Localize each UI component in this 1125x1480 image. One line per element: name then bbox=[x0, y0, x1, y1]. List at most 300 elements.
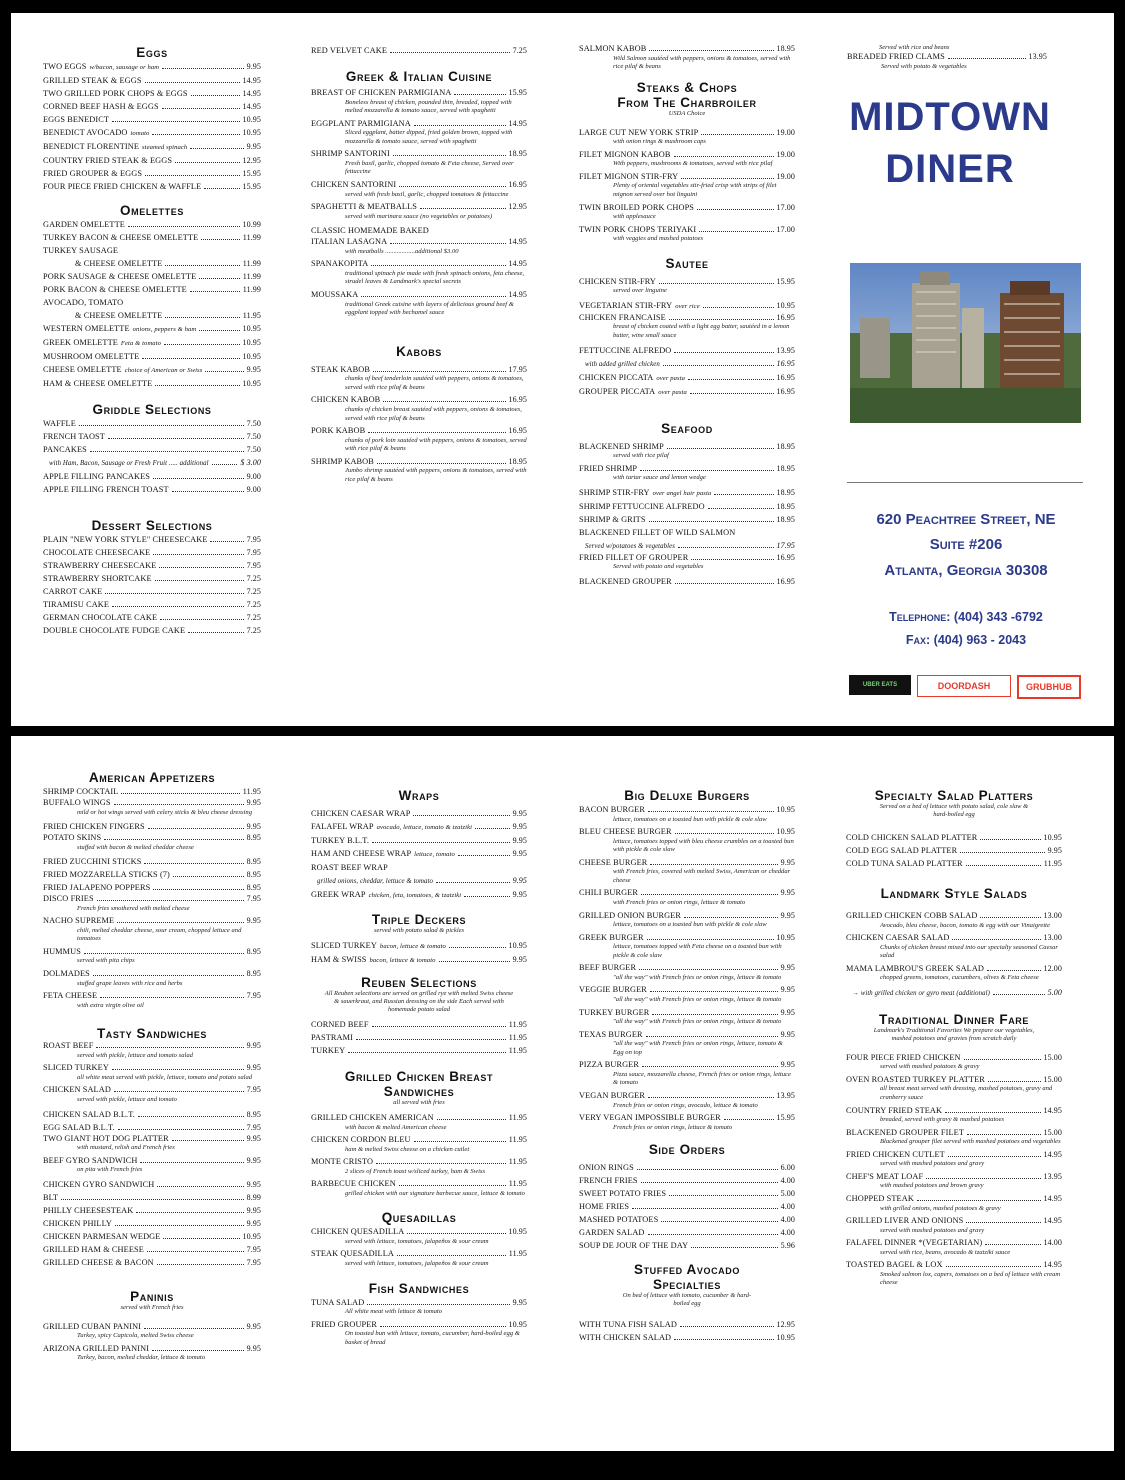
dot-leader bbox=[458, 852, 510, 856]
menu-item bbox=[579, 933, 795, 944]
dot-leader bbox=[674, 349, 773, 353]
dot-leader bbox=[648, 1231, 778, 1235]
menu-item-description: Served with potato and vegetables bbox=[613, 563, 704, 571]
dot-leader bbox=[926, 1175, 1040, 1179]
menu-item-description: served with mashed potatoes and gravy bbox=[880, 1160, 985, 1168]
menu-item-name: PHILLY CHEESESTEAK bbox=[43, 1205, 134, 1215]
menu-panel-front bbox=[11, 13, 1114, 726]
menu-item-name: CHEESE OMELETTE bbox=[43, 365, 122, 374]
menu-item bbox=[579, 500, 795, 513]
section-avocado bbox=[579, 1318, 795, 1344]
menu-item-description: with applesauce bbox=[613, 213, 656, 221]
menu-item-name: WITH CHICKEN SALAD bbox=[579, 1333, 672, 1343]
menu-item-description: All white meat with lettuce & tomato bbox=[345, 1308, 443, 1316]
menu-item-name: COUNTRY FRIED STEAK & EGGS bbox=[43, 156, 173, 165]
menu-item-price: 13.95 bbox=[776, 345, 795, 355]
menu-item bbox=[311, 834, 527, 847]
menu-item-name: FETTUCCINE ALFREDO bbox=[579, 345, 672, 355]
dot-leader bbox=[383, 398, 505, 402]
menu-item-price: 14.95 bbox=[242, 76, 261, 85]
section-title-steaks-2: From The Charbroiler bbox=[617, 94, 757, 110]
menu-item bbox=[579, 313, 795, 324]
menu-item-description: served with marinara sauce (no vegetables or potatoes) bbox=[345, 212, 493, 220]
menu-item-name: TURKEY bbox=[311, 1046, 346, 1055]
dot-leader bbox=[960, 849, 1044, 853]
dot-leader bbox=[669, 1192, 778, 1196]
dot-leader bbox=[152, 1347, 244, 1351]
menu-item bbox=[846, 1053, 1062, 1064]
dot-leader bbox=[640, 467, 773, 471]
menu-item-name: TWO GRILLED PORK CHOPS & EGGS bbox=[43, 89, 188, 98]
menu-item bbox=[311, 820, 527, 834]
dot-leader bbox=[204, 185, 239, 189]
section-platters bbox=[846, 831, 1062, 870]
menu-item bbox=[43, 218, 261, 231]
dot-leader bbox=[155, 577, 244, 581]
dot-leader bbox=[647, 936, 774, 940]
doordash-badge[interactable]: DOORDASH bbox=[917, 675, 1011, 697]
menu-item bbox=[579, 911, 795, 922]
menu-item bbox=[43, 868, 261, 881]
menu-item bbox=[846, 911, 1062, 922]
menu-item bbox=[579, 1174, 795, 1187]
menu-item-price: 14.95 bbox=[242, 89, 261, 98]
menu-item-name: COLD CHICKEN SALAD PLATTER bbox=[846, 833, 978, 842]
menu-item-price: 10.95 bbox=[242, 1231, 261, 1241]
menu-item bbox=[43, 74, 261, 87]
menu-item bbox=[43, 798, 261, 809]
menu-item-price: 8.95 bbox=[246, 857, 261, 867]
menu-item-price: 14.95 bbox=[242, 102, 261, 111]
menu-item bbox=[579, 357, 795, 371]
menu-item-price: 15.95 bbox=[242, 169, 261, 178]
menu-item-name: CHOPPED STEAK bbox=[846, 1194, 914, 1204]
menu-item-name: BUFFALO WINGS bbox=[43, 798, 111, 807]
menu-item-price: 14.95 bbox=[1043, 1216, 1062, 1226]
dot-leader bbox=[650, 988, 778, 992]
section-col3-top bbox=[579, 44, 795, 72]
menu-item-description: lettuce, tomatoes on a toasted bun with pickle & cole slaw bbox=[613, 921, 767, 929]
menu-item-price: 16.95 bbox=[508, 426, 527, 436]
dot-leader bbox=[413, 812, 509, 816]
menu-item-description: "all the way" with French fries or onion rings, lettuce & tomato bbox=[613, 973, 782, 981]
section-title-seafood: Seafood bbox=[661, 420, 713, 436]
dot-leader bbox=[157, 1261, 244, 1265]
menu-item bbox=[43, 585, 261, 598]
menu-item-name: FRIED MOZZARELLA STICKS (7) bbox=[43, 870, 170, 880]
menu-item bbox=[579, 1200, 795, 1213]
menu-item-description: served with lettuce, tomatoes, jalapeños & sour cream bbox=[345, 1237, 489, 1245]
menu-item-description: on pita with French fries bbox=[77, 1166, 143, 1174]
menu-item-price: 16.95 bbox=[776, 552, 795, 562]
menu-item bbox=[311, 1320, 527, 1331]
menu-item-note: tomato bbox=[130, 130, 150, 137]
menu-item-description: Fresh basil, garlic, chopped tomato & Feta cheese, Served over fettuccine bbox=[345, 159, 514, 176]
section-quesadillas bbox=[311, 1227, 527, 1268]
dot-leader bbox=[190, 288, 240, 292]
menu-item bbox=[43, 456, 261, 470]
dot-leader bbox=[948, 55, 1026, 59]
menu-item-name: FALAFEL DINNER *(VEGETARIAN) bbox=[846, 1238, 983, 1248]
dot-leader bbox=[153, 475, 244, 479]
menu-item bbox=[579, 1239, 795, 1252]
menu-item bbox=[43, 483, 261, 496]
menu-item-price: 8.95 bbox=[246, 946, 261, 956]
menu-item bbox=[579, 44, 795, 55]
dot-leader bbox=[674, 153, 774, 157]
menu-item-description: traditional Greek cuisine with layers of delicious ground beef & eggplant topped with bechamel sauce bbox=[345, 300, 514, 317]
menu-item-price: 15.95 bbox=[508, 88, 527, 97]
menu-item bbox=[311, 202, 527, 213]
dot-leader bbox=[153, 551, 243, 555]
menu-item-name: VEGGIE BURGER bbox=[579, 985, 647, 995]
section-title-wraps: Wraps bbox=[398, 788, 440, 803]
menu-item-name: COLD TUNA SALAD PLATTER bbox=[846, 859, 963, 868]
menu-item bbox=[846, 1216, 1062, 1227]
dot-leader bbox=[724, 1116, 774, 1120]
menu-item-price: 8.95 bbox=[246, 883, 261, 893]
menu-item-price: 8.95 bbox=[246, 870, 261, 880]
menu-item-description: with mashed potatoes and brown gravy bbox=[880, 1182, 984, 1190]
menu-item-description: with grilled onions, mashed potatoes & gravy bbox=[880, 1204, 1001, 1212]
menu-item bbox=[43, 1156, 261, 1167]
menu-item-name: TURKEY BACON & CHEESE OMELETTE bbox=[43, 233, 199, 242]
menu-item-description: Turkey, spicy Capicola, melted Swiss cheese bbox=[77, 1332, 194, 1340]
menu-item-name: SHRIMP SANTORINI bbox=[311, 149, 390, 159]
menu-item-price: 12.95 bbox=[242, 156, 261, 165]
dot-leader bbox=[399, 183, 505, 187]
menu-item-name: CHICKEN PICCATA bbox=[579, 372, 654, 382]
menu-item-price: 8.95 bbox=[246, 969, 261, 979]
menu-item bbox=[579, 128, 795, 139]
menu-item bbox=[311, 1018, 527, 1031]
dot-leader bbox=[649, 47, 773, 51]
menu-item-name: & CHEESE OMELETTE bbox=[75, 311, 163, 320]
dot-leader bbox=[637, 1166, 778, 1170]
menu-item-price: 10.95 bbox=[508, 1319, 527, 1329]
menu-item-name: WESTERN OMELETTE bbox=[43, 324, 130, 333]
menu-item-name: EGGS BENEDICT bbox=[43, 115, 110, 124]
menu-item-name: GRILLED CHICKEN COBB SALAD bbox=[846, 911, 978, 920]
menu-item-price: 10.95 bbox=[776, 805, 795, 814]
ubereats-badge[interactable]: UBER EATS bbox=[849, 675, 911, 695]
divider-line bbox=[847, 482, 1083, 483]
menu-item bbox=[311, 1113, 527, 1124]
menu-item-name: FRIED JALAPENO POPPERS bbox=[43, 883, 151, 893]
dot-leader bbox=[147, 1248, 244, 1252]
menu-item-description: stuffed with bacon & melted cheddar cheese bbox=[77, 843, 194, 851]
dot-leader bbox=[639, 966, 777, 970]
menu-item-name: CHICKEN PHILLY bbox=[43, 1218, 113, 1228]
menu-item-name: PIZZA BURGER bbox=[579, 1060, 639, 1070]
dot-leader bbox=[684, 914, 778, 918]
menu-item-price: 12.95 bbox=[776, 1320, 795, 1330]
menu-item-description: with French fries or onion rings, lettuce & tomato bbox=[613, 898, 746, 906]
menu-item bbox=[43, 167, 261, 180]
menu-item-price: 5.96 bbox=[780, 1241, 795, 1251]
menu-item-price: 9.95 bbox=[246, 1218, 261, 1228]
menu-item bbox=[43, 1344, 261, 1355]
menu-item bbox=[43, 611, 261, 624]
dot-leader bbox=[112, 1066, 244, 1070]
menu-item-price: 12.00 bbox=[1043, 963, 1062, 973]
menu-item-price: 15.95 bbox=[776, 276, 795, 286]
menu-item-name: ARIZONA GRILLED PANINI bbox=[43, 1343, 150, 1353]
menu-item bbox=[311, 888, 527, 902]
dot-leader bbox=[464, 893, 509, 897]
menu-item bbox=[311, 1227, 527, 1238]
section-title-steaks-1: Steaks & Chops bbox=[636, 79, 738, 95]
menu-item-name: BLACKENED FILLET OF WILD SALMON bbox=[579, 527, 736, 537]
menu-item-name: MONTE CRISTO bbox=[311, 1157, 374, 1167]
dot-leader bbox=[97, 897, 244, 901]
dot-leader bbox=[114, 801, 244, 805]
menu-item-description: ham & melted Swiss cheese on a chicken cutlet bbox=[345, 1145, 470, 1153]
delivery-badges bbox=[849, 675, 1081, 697]
menu-item-name: GRILLED ONION BURGER bbox=[579, 910, 682, 920]
menu-item-name: STRAWBERRY SHORTCAKE bbox=[43, 574, 152, 583]
menu-item-name: TURKEY BURGER bbox=[579, 1007, 650, 1017]
menu-item bbox=[311, 861, 527, 874]
menu-item-price: 9.95 bbox=[512, 890, 527, 899]
menu-item bbox=[43, 417, 261, 430]
menu-item-price: 15.00 bbox=[1043, 1127, 1062, 1137]
address-line-2: Suite #206 bbox=[929, 536, 1003, 553]
menu-item-name: SHRIMP & GRITS bbox=[579, 514, 646, 524]
menu-item-price: 9.95 bbox=[246, 62, 261, 71]
menu-item-price: 9.95 bbox=[246, 365, 261, 374]
menu-item-name: CHICKEN SALAD B.L.T. bbox=[43, 1109, 135, 1119]
menu-item bbox=[43, 1243, 261, 1256]
menu-item-name: HAM AND CHEESE WRAP bbox=[311, 849, 412, 858]
section-subtitle-dinner: Landmark's Traditional Favorites We prepare our vegetables, mashed potatoes and gravies from scratch daily bbox=[873, 1026, 1035, 1042]
menu-item-name: SLICED TURKEY bbox=[43, 1063, 109, 1073]
dot-leader bbox=[145, 79, 240, 83]
menu-item-name: FILET MIGNON STIR-FRY bbox=[579, 171, 679, 181]
dot-leader bbox=[162, 105, 240, 109]
menu-item-description: served with rice pilaf bbox=[613, 452, 669, 460]
menu-item bbox=[579, 1213, 795, 1226]
menu-item bbox=[311, 1031, 527, 1044]
menu-item bbox=[579, 985, 795, 996]
menu-item-name: TWO EGGS bbox=[43, 62, 87, 71]
menu-item bbox=[579, 827, 795, 838]
menu-item bbox=[43, 785, 261, 798]
menu-item-price: 10.99 bbox=[242, 220, 261, 229]
menu-item-name: DOLMADES bbox=[43, 969, 90, 979]
menu-item bbox=[43, 100, 261, 113]
menu-item bbox=[43, 1204, 261, 1217]
dot-leader bbox=[674, 1336, 773, 1340]
dot-leader bbox=[140, 1159, 243, 1163]
dot-leader bbox=[952, 936, 1040, 940]
menu-item-price: 14.95 bbox=[1043, 1194, 1062, 1204]
menu-item bbox=[311, 1135, 527, 1146]
menu-item-name: GERMAN CHOCOLATE CAKE bbox=[43, 613, 158, 622]
section-omelettes bbox=[43, 218, 261, 390]
dot-leader bbox=[108, 435, 244, 439]
section-subtitle-platters: Served on a bed of lettuce with potato salad, cole slaw & hard-boiled egg bbox=[879, 803, 1029, 818]
menu-item-name: DISCO FRIES bbox=[43, 894, 94, 904]
menu-item-description: chunks of beef tenderloin sautéed with peppers, onions & tomatoes, served with rice pilaf & beans bbox=[345, 375, 524, 391]
menu-item-price: 7.25 bbox=[246, 613, 261, 622]
menu-item bbox=[847, 52, 1047, 63]
menu-item-price: 19.00 bbox=[776, 127, 795, 137]
menu-item-name: CHEF'S MEAT LOAF bbox=[846, 1171, 924, 1181]
menu-item-name: SHRIMP FETTUCCINE ALFREDO bbox=[579, 501, 705, 511]
menu-item-name: ROAST BEEF WRAP bbox=[311, 863, 388, 872]
dot-leader bbox=[105, 590, 243, 594]
menu-item bbox=[43, 969, 261, 980]
menu-item-description: lettuce, tomatoes topped with Feta cheese on a toasted bun with pickle & cole slaw bbox=[613, 943, 782, 959]
menu-item-price: 4.00 bbox=[780, 1176, 795, 1186]
menu-item-name: MASHED POTATOES bbox=[579, 1215, 659, 1225]
section-subtitle-reuben: All Reuben selections are served on grilled rye with melted Swiss cheese & sauerkraut, and Russian dressing on the side Each served with homemade potato salad bbox=[324, 990, 514, 1013]
section-title-quesadillas: Quesadillas bbox=[381, 1210, 457, 1226]
menu-item-name: with Ham, Bacon, Sausage or Fresh Fruit ..... additional bbox=[49, 460, 209, 467]
dot-leader bbox=[190, 145, 243, 149]
menu-item-price: 7.25 bbox=[246, 574, 261, 583]
menu-item-description: With peppers, mushrooms & tomatoes, served with rice pilaf bbox=[613, 160, 773, 168]
dot-leader bbox=[641, 891, 778, 895]
dot-leader bbox=[714, 491, 773, 495]
menu-item bbox=[579, 344, 795, 357]
section-fish bbox=[311, 1298, 527, 1348]
menu-item bbox=[43, 322, 261, 336]
menu-item-price: 4.00 bbox=[780, 1202, 795, 1212]
section-subtitle-triple: served with potato salad & pickles bbox=[373, 927, 465, 934]
menu-item-description: grilled chicken with our signature barbecue sauce, lettuce & tomato bbox=[345, 1189, 525, 1197]
menu-item bbox=[43, 113, 261, 126]
section-dessert bbox=[43, 533, 261, 637]
menu-item-description: Boneless breast of chicken, pounded thin, breaded, topped with melted mozzarella & tomato sauce, served with spaghetti bbox=[345, 98, 512, 115]
menu-item bbox=[579, 575, 795, 588]
menu-item bbox=[43, 624, 261, 637]
menu-item-name: FRIED GROUPER & EGGS bbox=[43, 169, 143, 178]
menu-item-name: BLT bbox=[43, 1192, 59, 1202]
menu-item bbox=[846, 857, 1062, 870]
menu-item-name: GRILLED HAM & CHEESE bbox=[43, 1244, 144, 1254]
brand-name-line2: DINER bbox=[885, 147, 1015, 191]
dot-leader bbox=[948, 1153, 1041, 1157]
menu-column-4 bbox=[847, 44, 1047, 74]
dot-leader bbox=[380, 1323, 505, 1327]
menu-item bbox=[311, 953, 527, 967]
dot-leader bbox=[145, 172, 239, 176]
menu-item-price: 10.95 bbox=[242, 379, 261, 388]
dot-leader bbox=[164, 341, 239, 345]
menu-item-name: BENEDICT FLORENTINE bbox=[43, 142, 140, 151]
menu-item-name: MUSHROOM OMELETTE bbox=[43, 352, 140, 361]
menu-item-note: onions, peppers & ham bbox=[132, 326, 197, 333]
menu-item-price: 16.95 bbox=[508, 395, 527, 405]
building-photo bbox=[850, 263, 1081, 423]
menu-item bbox=[43, 1108, 261, 1121]
section-title-avocado-1: Stuffed Avocado bbox=[633, 1262, 740, 1278]
dot-leader bbox=[632, 1205, 777, 1209]
menu-item-price: 9.95 bbox=[512, 809, 527, 818]
menu-item-description: French fries smothered with melted cheese bbox=[77, 904, 190, 912]
menu-item-price: 9.95 bbox=[780, 1029, 795, 1039]
dot-leader bbox=[988, 1078, 1041, 1082]
grubhub-badge[interactable]: GRUBHUB bbox=[1017, 675, 1081, 699]
telephone: Telephone: (404) 343 -6792 bbox=[889, 610, 1043, 624]
menu-item-price: 9.95 bbox=[246, 798, 261, 807]
menu-item-price: 14.95 bbox=[508, 118, 527, 128]
section-title-kabobs: Kabobs bbox=[396, 343, 442, 359]
menu-item-name: HAM & CHEESE OMELETTE bbox=[43, 379, 153, 388]
section-title-dinner: Traditional Dinner Fare bbox=[878, 1011, 1030, 1027]
menu-item-name: → with grilled chicken or gyro meat (additional) bbox=[852, 989, 991, 997]
dot-leader bbox=[157, 1183, 243, 1187]
dot-leader bbox=[115, 1222, 244, 1226]
menu-item bbox=[43, 916, 261, 927]
dot-leader bbox=[697, 206, 773, 210]
dot-leader bbox=[917, 1197, 1041, 1201]
dot-leader bbox=[118, 1126, 244, 1130]
menu-item-name: FOUR PIECE FRIED CHICKEN & WAFFLE bbox=[43, 182, 202, 191]
dot-leader bbox=[210, 538, 243, 542]
menu-item-name: GREEK BURGER bbox=[579, 932, 644, 942]
menu-item-name: SLICED TURKEY bbox=[311, 941, 377, 950]
menu-item-name: SWEET POTATO FRIES bbox=[579, 1189, 667, 1199]
menu-item-price: 9.95 bbox=[246, 1063, 261, 1073]
menu-item-price: 18.95 bbox=[776, 463, 795, 473]
dot-leader bbox=[439, 958, 510, 962]
section-title-dessert: Dessert Selections bbox=[91, 518, 213, 533]
menu-item-name: APPLE FILLING FRENCH TOAST bbox=[43, 485, 169, 494]
menu-item-price: 14.00 bbox=[1043, 1238, 1062, 1248]
section-grilledchicken bbox=[311, 1113, 527, 1198]
menu-item bbox=[846, 933, 1062, 944]
menu-item-name: SOUP DE JOUR OF THE DAY bbox=[579, 1241, 689, 1251]
section-title-griddle: Griddle Selections bbox=[92, 402, 212, 417]
dot-leader bbox=[993, 991, 1045, 995]
menu-item-name: SHRIMP STIR-FRY bbox=[579, 487, 650, 497]
dot-leader bbox=[188, 629, 243, 633]
menu-item-name: CHICKEN SALAD bbox=[43, 1085, 111, 1095]
section-griddle bbox=[43, 417, 261, 496]
menu-item-price: 11.99 bbox=[242, 272, 261, 281]
menu-item bbox=[43, 231, 261, 244]
menu-item bbox=[43, 533, 261, 546]
menu-item-name: FOUR PIECE FRIED CHICKEN bbox=[846, 1052, 961, 1062]
menu-item-price: 10.95 bbox=[242, 128, 261, 137]
menu-item-name: BENEDICT AVOCADO bbox=[43, 128, 128, 137]
dot-leader bbox=[414, 122, 506, 126]
menu-item-price: 5.00 bbox=[1047, 987, 1062, 997]
menu-item-description: served with pickle, lettuce and tomato salad bbox=[77, 1051, 193, 1059]
section-title-sides: Side Orders bbox=[648, 1142, 726, 1158]
dot-leader bbox=[420, 205, 506, 209]
menu-item-price: 11.95 bbox=[508, 1046, 527, 1055]
section-kabobs bbox=[311, 365, 527, 485]
menu-item-price: 18.95 bbox=[776, 501, 795, 511]
section-triple bbox=[311, 939, 527, 967]
menu-item-name: CHICKEN FRANCAISE bbox=[579, 312, 666, 322]
menu-item-price: 18.95 bbox=[508, 149, 527, 159]
menu-item-name: ONION RINGS bbox=[579, 1163, 634, 1173]
menu-item-price: 13.95 bbox=[776, 1091, 795, 1100]
dot-leader bbox=[372, 1023, 506, 1027]
menu-item-price: 16.95 bbox=[508, 180, 527, 190]
menu-item-name: FRIED FILLET OF GROUPER bbox=[579, 552, 689, 562]
menu-item-price: 11.95 bbox=[508, 1135, 527, 1145]
dot-leader bbox=[399, 1182, 506, 1186]
dot-leader bbox=[93, 972, 244, 976]
menu-item-price: 9.95 bbox=[246, 1179, 261, 1189]
dot-leader bbox=[104, 836, 243, 840]
